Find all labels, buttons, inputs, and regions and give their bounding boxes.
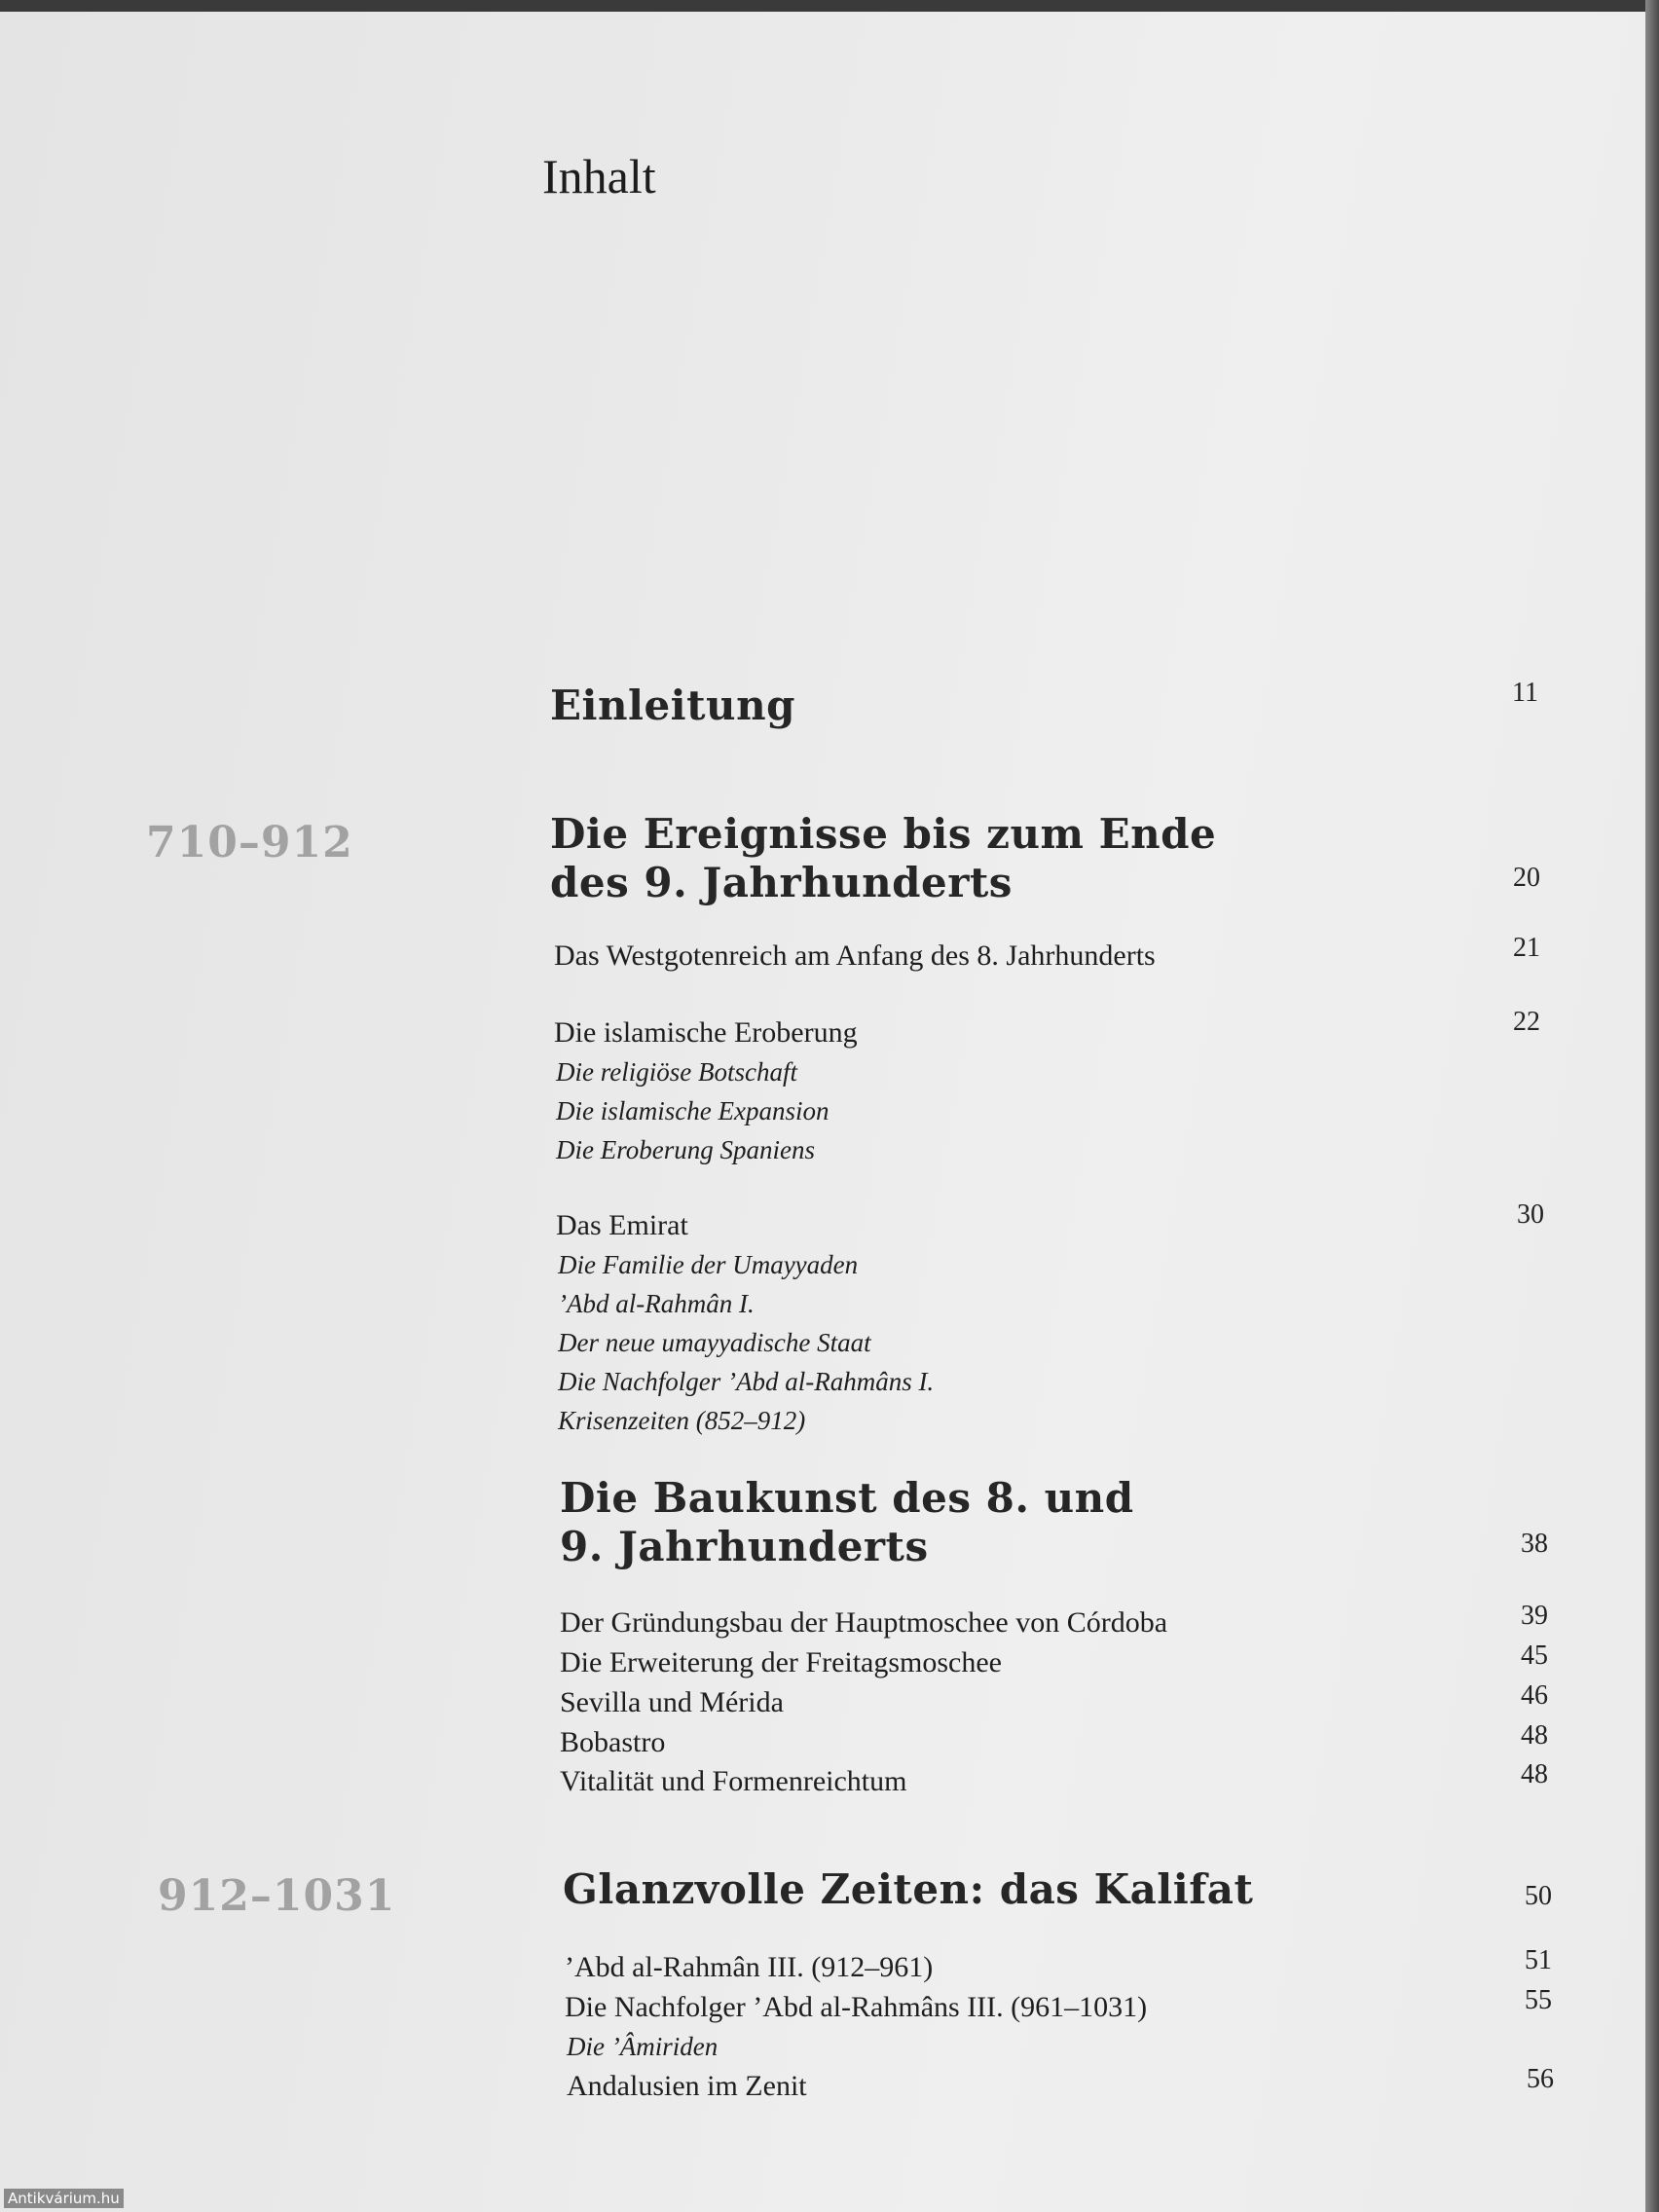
- section-baukunst-title-line1: Die Baukunst des 8. und: [560, 1474, 1134, 1522]
- section-baukunst-page: 38: [1521, 1529, 1548, 1559]
- subentry-abd-al-rahman-i: ’Abd al-Rahmân I.: [558, 1289, 755, 1318]
- subentry-nachfolger-abd-al-rahmans-i: Die Nachfolger ’Abd al-Rahmâns I.: [558, 1367, 935, 1396]
- subentry-familie-umayyaden: Die Familie der Umayyaden: [558, 1250, 859, 1279]
- section-ereignisse-page: 20: [1513, 863, 1540, 893]
- section-kalifat-page: 50: [1525, 1881, 1552, 1911]
- entry-bobastro-page: 48: [1521, 1720, 1548, 1751]
- era-label-710-912: 710–912: [146, 818, 353, 867]
- subentry-religioese-botschaft: Die religiöse Botschaft: [556, 1057, 797, 1087]
- subentry-krisenzeiten: Krisenzeiten (852–912): [558, 1406, 806, 1435]
- entry-bobastro: Bobastro: [560, 1726, 666, 1758]
- entry-erweiterung-freitagsmoschee-page: 45: [1521, 1641, 1548, 1671]
- subentry-amiriden: Die ’Âmiriden: [567, 2032, 719, 2061]
- entry-westgotenreich: Das Westgotenreich am Anfang des 8. Jahrhunderts: [554, 940, 1156, 972]
- entry-erweiterung-freitagsmoschee: Die Erweiterung der Freitagsmoschee: [560, 1646, 1002, 1678]
- entry-emirat-page: 30: [1517, 1199, 1544, 1230]
- entry-gruendungsbau-page: 39: [1521, 1601, 1548, 1631]
- entry-islamische-eroberung-page: 22: [1513, 1007, 1540, 1037]
- section-ereignisse-title-line2: des 9. Jahrhunderts: [550, 859, 1013, 906]
- entry-westgotenreich-page: 21: [1513, 933, 1540, 963]
- entry-nachfolger-abd-al-rahmans-iii: Die Nachfolger ’Abd al-Rahmâns III. (961–1031): [565, 1991, 1148, 2023]
- entry-abd-al-rahman-iii: ’Abd al-Rahmân III. (912–961): [565, 1951, 934, 1983]
- page-edge-shadow: [1645, 0, 1659, 2212]
- page-title: Inhalt: [542, 149, 656, 203]
- subentry-islamische-expansion: Die islamische Expansion: [556, 1096, 830, 1125]
- era-label-912-1031: 912–1031: [158, 1871, 396, 1921]
- entry-sevilla-merida: Sevilla und Mérida: [560, 1686, 784, 1718]
- entry-vitalitaet: Vitalität und Formenreichtum: [560, 1765, 907, 1797]
- entry-abd-al-rahman-iii-page: 51: [1525, 1945, 1552, 1975]
- entry-andalusien-zenit: Andalusien im Zenit: [567, 2070, 807, 2102]
- section-einleitung-page: 11: [1512, 678, 1538, 708]
- watermark: Antikvárium.hu: [4, 2189, 124, 2208]
- subentry-umayyadischer-staat: Der neue umayyadische Staat: [558, 1328, 871, 1357]
- entry-vitalitaet-page: 48: [1521, 1759, 1548, 1789]
- subentry-eroberung-spaniens: Die Eroberung Spaniens: [556, 1135, 815, 1164]
- entry-sevilla-merida-page: 46: [1521, 1680, 1548, 1711]
- entry-emirat: Das Emirat: [556, 1209, 688, 1241]
- toc-page: [0, 12, 1645, 2212]
- section-kalifat-title: Glanzvolle Zeiten: das Kalifat: [563, 1865, 1254, 1913]
- entry-gruendungsbau: Der Gründungsbau der Hauptmoschee von Córdoba: [560, 1606, 1168, 1639]
- section-einleitung-title: Einleitung: [550, 682, 795, 729]
- entry-islamische-eroberung: Die islamische Eroberung: [554, 1016, 858, 1049]
- section-baukunst-title-line2: 9. Jahrhunderts: [560, 1523, 929, 1570]
- entry-andalusien-zenit-page: 56: [1527, 2064, 1554, 2094]
- entry-nachfolger-abd-al-rahmans-iii-page: 55: [1525, 1985, 1552, 2015]
- section-ereignisse-title-line1: Die Ereignisse bis zum Ende: [550, 810, 1217, 858]
